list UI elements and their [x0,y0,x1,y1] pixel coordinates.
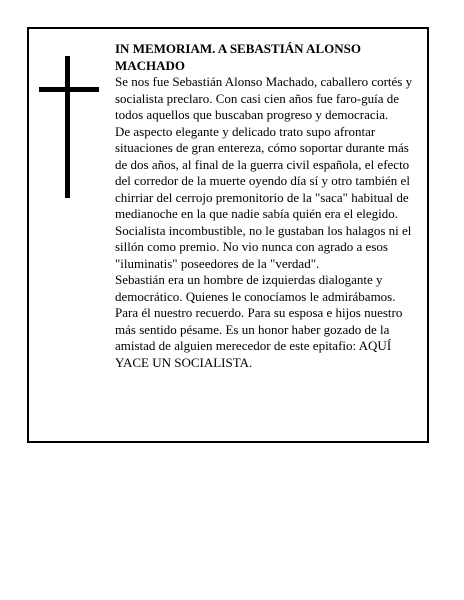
latin-cross-icon [39,56,99,198]
obituary-paragraph-1: Se nos fue Sebastián Alonso Machado, caballero cortés y socialista preclaro. Con casi cien años fue faro-guía de todos aquellos que buscaban progreso y democracia. [115,74,413,122]
obituary-notice [27,27,429,443]
obituary-paragraph-4: Sebastián era un hombre de izquierdas dialogante y democrático. Quienes le conocíamos le admirábamos. Para él nuestro recuerdo. Para su esposa e hijos nuestro más sentido pésame. Es un honor haber gozado de la amistad de alguien merecedor de este epitafio: AQUÍ YACE UN SOCIALISTA. [115,272,403,370]
obituary-text [115,41,421,371]
cross-vertical-bar [65,56,70,198]
cross-horizontal-bar [39,87,99,92]
obituary-title: IN MEMORIAM. A SEBASTIÁN ALONSO MACHADO [115,41,361,73]
obituary-paragraph-3: Socialista incombustible, no le gustaban los halagos ni el sillón como premio. No vio nunca con agrado a esos "iluminatis" poseedores de la "verdad". [115,222,412,271]
obituary-paragraph-2: De aspecto elegante y delicado trato supo afrontar situaciones de gran entereza, cómo soportar durante más de dos años, al final de la guerra civil española, el efecto del corredor de la muerte oyendo día sí y otro también el chirriar del cerrojo premonitorio de la "saca" habitual de medianoche en la que nadie sabía quién era el elegido. [115,123,410,221]
